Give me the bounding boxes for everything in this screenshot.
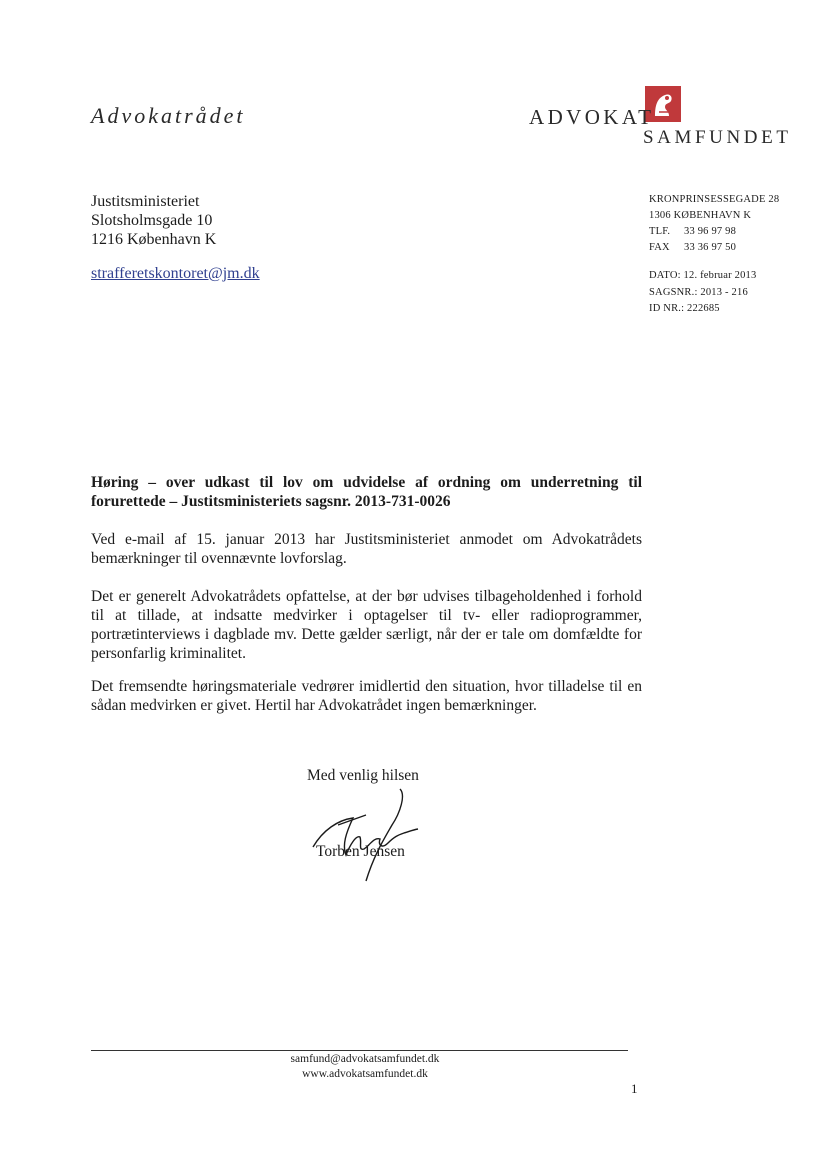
sender-phone	[649, 224, 736, 239]
recipient-street: Slotsholmsgade 10	[91, 212, 213, 229]
letter-subject: Høring – over udkast til lov om udvidelse af ordning om underretning til forurettede – Justitsministeriets sagsnr. 2013-731-0026	[91, 474, 642, 510]
letter-date: DATO: 12. februar 2013	[649, 270, 757, 281]
logo-wordmark-top: ADVOKAT	[529, 105, 655, 129]
fax-value: 33 36 97 50	[684, 242, 737, 253]
phone-value: 33 96 97 98	[684, 226, 737, 237]
signer-name: Torben Jensen	[316, 843, 405, 860]
logo-wordmark-bottom: SAMFUNDET	[643, 127, 792, 148]
council-title: Advokatrådet	[91, 103, 246, 128]
body-paragraph-2: Det er generelt Advokatrådets opfattelse, at der bør udvises tilbageholdenhed i forhold til at tillade, at indsatte medvirker i optagelser til tv- eller radioprogrammer, portrætinterviews i dagblade mv. Dette gælder særligt, når der er tale om domfældte for personfarlig kriminalitet.	[91, 588, 642, 662]
sender-city: 1306 KØBENHAVN K	[649, 210, 752, 221]
case-number: SAGSNR.: 2013 - 216	[649, 287, 748, 298]
page-number: 1	[631, 1081, 638, 1096]
recipient-name: Justitsministeriet	[91, 193, 200, 210]
footer-website[interactable]: www.advokatsamfundet.dk	[302, 1068, 428, 1080]
id-number: ID NR.: 222685	[649, 303, 720, 314]
fax-label: FAX	[649, 242, 670, 253]
sender-street: KRONPRINSESSEGADE 28	[649, 194, 780, 205]
recipient-city: 1216 København K	[91, 231, 217, 248]
footer-divider	[91, 1050, 628, 1051]
recipient-email-link[interactable]: strafferetskontoret@jm.dk	[91, 265, 260, 282]
sender-fax	[649, 240, 736, 255]
phone-label: TLF.	[649, 226, 671, 237]
body-paragraph-3: Det fremsendte høringsmateriale vedrører imidlertid den situation, hvor tilladelse til en sådan medvirken er givet. Hertil har Advokatrådet ingen bemærkninger.	[91, 678, 642, 714]
signature-icon	[308, 785, 428, 885]
body-paragraph-1: Ved e-mail af 15. januar 2013 har Justitsministeriet anmodet om Advokatrådets bemærkninger til ovennævnte lovforslag.	[91, 531, 642, 567]
footer-email[interactable]: samfund@advokatsamfundet.dk	[290, 1053, 440, 1065]
closing-greeting: Med venlig hilsen	[307, 767, 419, 784]
